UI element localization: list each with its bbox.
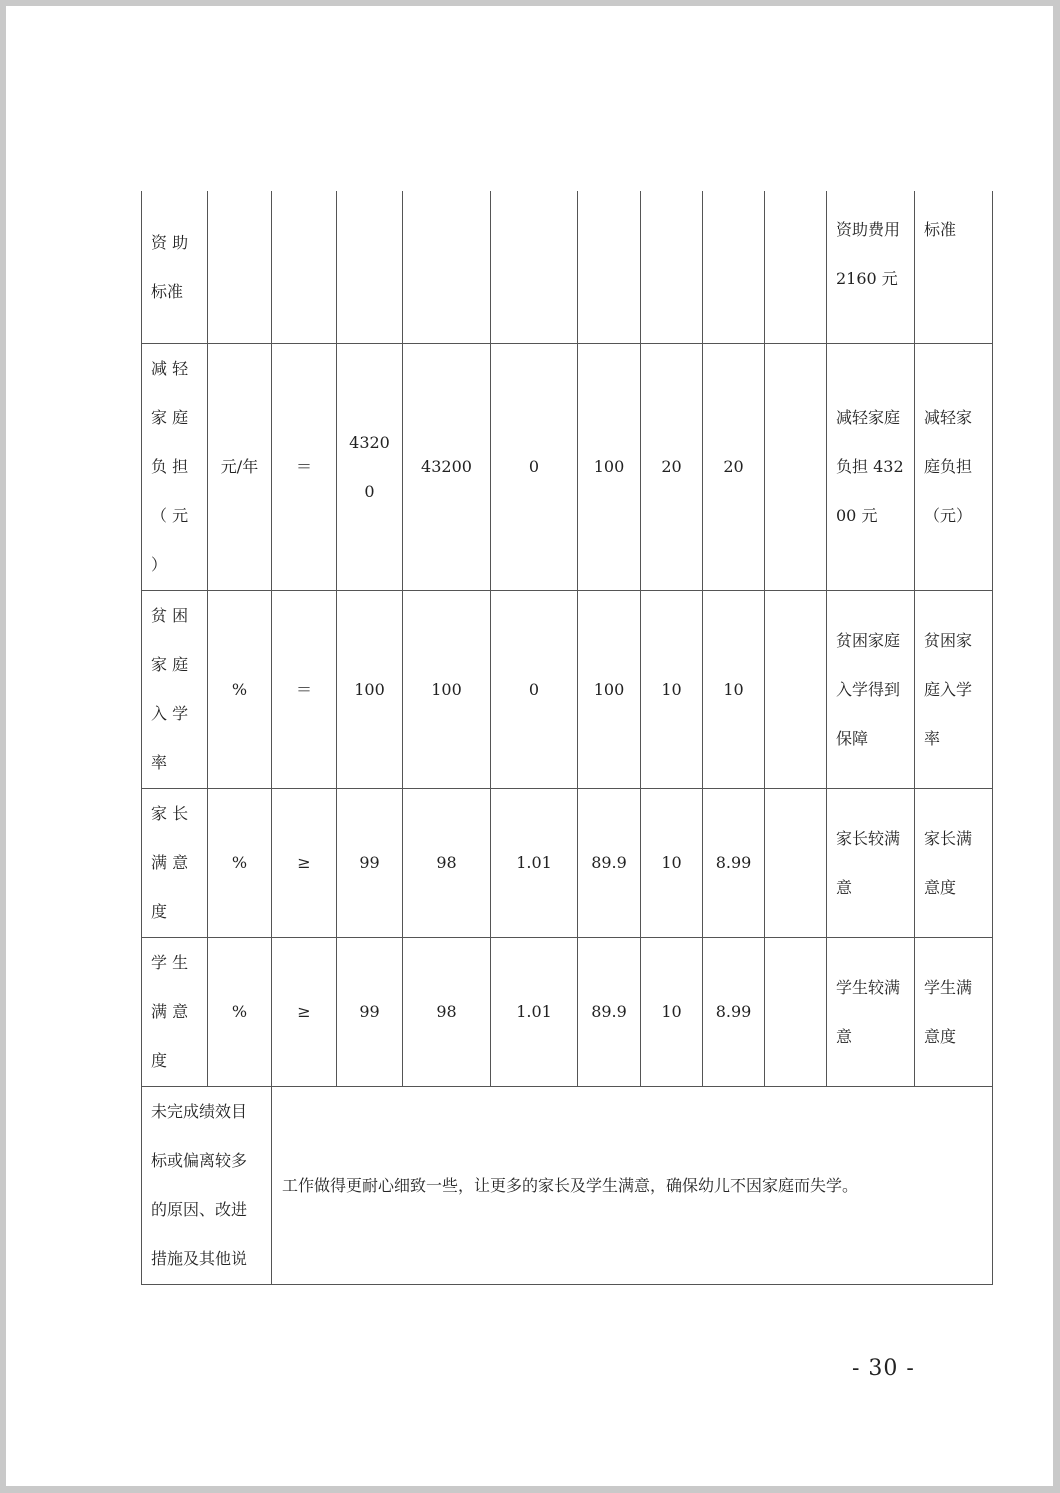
weight-text: 20: [661, 457, 682, 476]
weight-cell: [641, 590, 703, 788]
actual-cell: [403, 788, 491, 937]
annual-target-text: 100: [354, 679, 385, 699]
table-row: [142, 937, 993, 1086]
description-text: 家长较满意: [836, 828, 901, 897]
blank-cell: [765, 937, 827, 1086]
weight-text: 10: [661, 679, 682, 699]
annual-target-cell: [337, 937, 403, 1086]
operator-text: ＝: [295, 679, 312, 699]
score-text: 8.99: [715, 853, 752, 872]
rate-cell: [578, 788, 641, 937]
blank-cell: [765, 191, 827, 343]
description-cell: [827, 937, 915, 1086]
operator-cell: [272, 937, 337, 1086]
table-row: [142, 343, 993, 590]
table-row: [142, 590, 993, 788]
operator-text: ＝: [295, 457, 312, 476]
rate-text: 89.9: [591, 1002, 627, 1021]
annual-target-cell: [337, 343, 403, 590]
actual-text: 98: [436, 853, 457, 872]
description-cell: [827, 191, 915, 343]
operator-cell: [272, 343, 337, 590]
standard-cell: [915, 343, 993, 590]
actual-cell: [403, 590, 491, 788]
unit-cell: [208, 343, 272, 590]
description-text: 学生较满意: [836, 977, 901, 1046]
score-cell: [703, 343, 765, 590]
rate-text: 89.9: [591, 853, 627, 872]
unit-cell: [208, 937, 272, 1086]
unit-text: 元/年: [220, 457, 259, 476]
standard-cell: [915, 590, 993, 788]
weight-cell: [641, 937, 703, 1086]
performance-table: [141, 191, 993, 1285]
unit-cell: [208, 590, 272, 788]
annual-target-text: 43200: [349, 432, 390, 501]
deviation-text: 1.01: [516, 1002, 552, 1021]
indicator-text: 贫 困 家 庭 入 学 率: [151, 606, 189, 772]
score-text: 10: [723, 679, 744, 699]
table-row: [142, 788, 993, 937]
blank-cell: [765, 590, 827, 788]
standard-cell: [915, 191, 993, 343]
actual-cell: [403, 343, 491, 590]
description-text: 减轻家庭负担 43200 元: [836, 408, 904, 525]
score-cell: [703, 191, 765, 343]
deviation-cell: [491, 191, 578, 343]
deviation-text: 0: [528, 679, 540, 699]
indicator-cell: [142, 788, 208, 937]
blank-cell: [765, 788, 827, 937]
indicator-text: 家 长 满 意 度: [151, 804, 189, 921]
operator-text: ≥: [297, 1002, 311, 1021]
deviation-cell: [491, 788, 578, 937]
indicator-text: 资 助 标准: [151, 232, 189, 301]
annual-target-cell: [337, 788, 403, 937]
description-text: 资助费用 2160 元: [836, 220, 901, 288]
standard-text: 贫困家庭入学率: [924, 630, 973, 748]
description-cell: [827, 343, 915, 590]
footer-label-cell: [142, 1086, 272, 1284]
score-cell: [703, 788, 765, 937]
weight-text: 10: [661, 853, 682, 872]
description-cell: [827, 788, 915, 937]
footer-text: 工作做得更耐心细致一些，让更多的家长及学生满意，确保幼儿不因家庭而失学。: [282, 1175, 859, 1195]
unit-text: %: [231, 1002, 248, 1021]
weight-cell: [641, 191, 703, 343]
annual-target-text: 99: [359, 1002, 380, 1021]
actual-cell: [403, 937, 491, 1086]
deviation-cell: [491, 937, 578, 1086]
rate-text: 100: [593, 679, 625, 699]
deviation-text: 1.01: [516, 853, 552, 872]
unit-cell: [208, 788, 272, 937]
unit-text: %: [231, 853, 248, 872]
footer-label-text: 未完成绩效目标或偏离较多的原因、改进措施及其他说: [151, 1102, 248, 1268]
rate-cell: [578, 937, 641, 1086]
deviation-cell: [491, 590, 578, 788]
rate-cell: [578, 343, 641, 590]
score-text: 8.99: [715, 1002, 752, 1021]
weight-cell: [641, 788, 703, 937]
blank-cell: [765, 343, 827, 590]
footer-row: [142, 1086, 993, 1284]
annual-target-cell: [337, 590, 403, 788]
indicator-text: 减 轻 家 庭 负 担 （ 元 ）: [151, 359, 189, 574]
description-text: 贫困家庭入学得到保障: [836, 630, 901, 748]
score-cell: [703, 590, 765, 788]
standard-text: 减轻家庭负担（元）: [924, 408, 973, 525]
operator-cell: [272, 788, 337, 937]
indicator-text: 学 生 满 意度: [151, 953, 189, 1070]
annual-target-cell: [337, 191, 403, 343]
unit-cell: [208, 191, 272, 343]
actual-text: 43200: [421, 457, 472, 476]
indicator-cell: [142, 343, 208, 590]
score-cell: [703, 937, 765, 1086]
actual-text: 98: [436, 1002, 457, 1021]
annual-target-text: 99: [359, 853, 380, 872]
actual-text: 100: [431, 679, 462, 699]
deviation-text: 0: [528, 457, 540, 476]
indicator-cell: [142, 937, 208, 1086]
operator-cell: [272, 590, 337, 788]
standard-text: 家长满意度: [924, 828, 973, 897]
description-cell: [827, 590, 915, 788]
footer-text-cell: [272, 1086, 993, 1284]
operator-cell: [272, 191, 337, 343]
page-number: - 30 -: [852, 1356, 915, 1381]
rate-cell: [578, 590, 641, 788]
deviation-cell: [491, 343, 578, 590]
weight-text: 10: [661, 1002, 682, 1021]
standard-cell: [915, 788, 993, 937]
actual-cell: [403, 191, 491, 343]
unit-text: %: [231, 679, 248, 699]
standard-text: 学生满意度: [924, 977, 973, 1046]
rate-cell: [578, 191, 641, 343]
indicator-cell: [142, 590, 208, 788]
standard-cell: [915, 937, 993, 1086]
document-page: [6, 6, 1053, 1486]
operator-text: ≥: [297, 853, 311, 872]
standard-text: 标准: [924, 220, 957, 239]
weight-cell: [641, 343, 703, 590]
score-text: 20: [723, 457, 744, 476]
table-row: [142, 191, 993, 343]
rate-text: 100: [593, 457, 625, 476]
indicator-cell: [142, 191, 208, 343]
